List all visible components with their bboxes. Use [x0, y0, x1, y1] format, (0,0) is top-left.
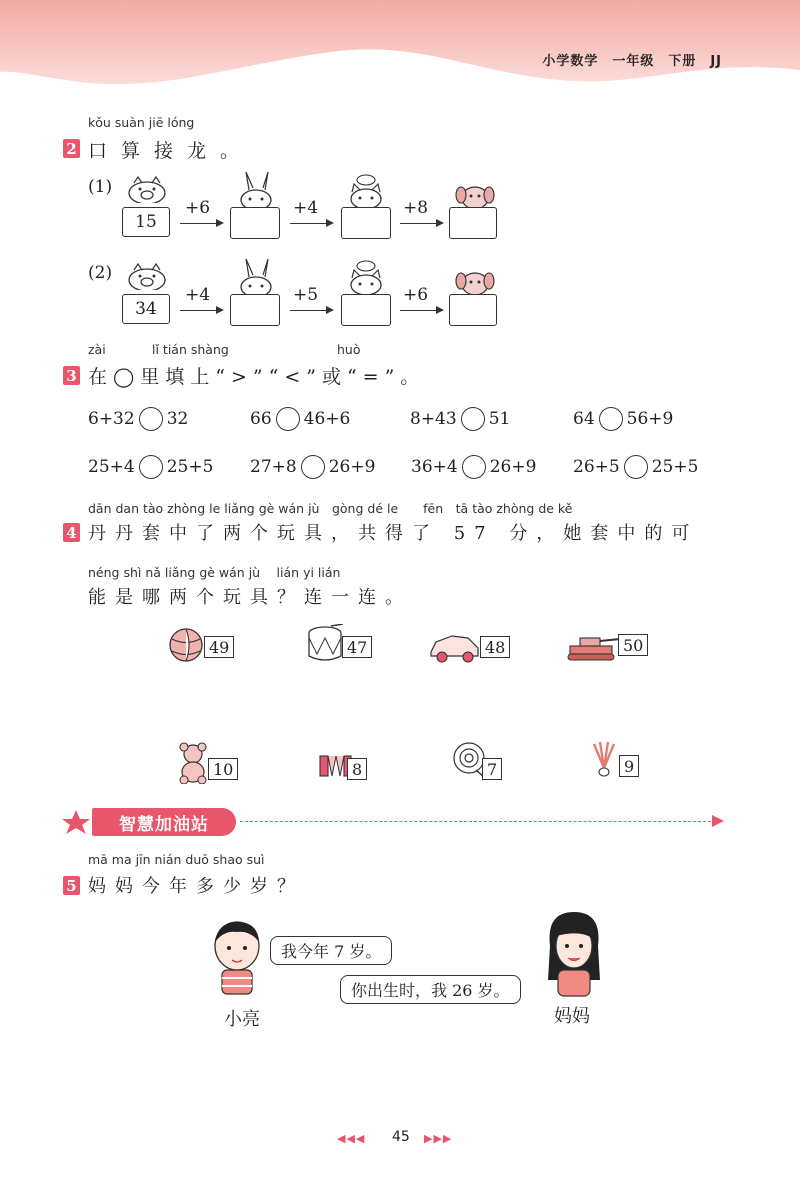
compare-circle[interactable] [139, 407, 163, 431]
toy-score-tag: 10 [208, 758, 238, 780]
arrow-icon [400, 310, 442, 311]
toy-score-tag: 9 [619, 755, 639, 777]
toy-score-tag: 48 [480, 636, 510, 658]
q4-pinyin-1: dān dan tào zhòng le liǎng gè wán jù gòng dé le fēn tā tào zhòng de kě [88, 501, 573, 516]
q3-pinyin-b: lǐ tián shàng [152, 342, 229, 357]
arrow-icon [290, 310, 332, 311]
arrow-icon [290, 223, 332, 224]
toy-score-tag: 47 [342, 636, 372, 658]
compare-circle[interactable] [139, 455, 163, 479]
mom-name: 妈妈 [554, 1006, 590, 1027]
q4-line-2: 能是哪两个玩具？连一连。 [88, 587, 412, 608]
toy-car-icon[interactable] [428, 630, 482, 664]
boy-speech-bubble: 我今年 7 岁。 [270, 936, 392, 965]
compare-item: 6+32 32 [88, 409, 189, 429]
boy-avatar [206, 916, 268, 1004]
toy-score-tag: 50 [618, 634, 648, 656]
q2-row1-start-box: 15 [122, 207, 170, 237]
ball-icon[interactable] [168, 626, 204, 664]
toy-score-tag: 7 [482, 758, 502, 780]
compare-circle[interactable] [624, 455, 648, 479]
rabbit-icon [234, 170, 278, 210]
q4-number: 4 [63, 523, 80, 542]
page-number: 45 [392, 1129, 410, 1145]
compare-circle[interactable] [276, 407, 300, 431]
rabbit-icon [234, 257, 278, 297]
compare-item: 36+4 26+9 [411, 457, 537, 477]
q4-pinyin-2: néng shì nǎ liǎng gè wán jù lián yi lián [88, 565, 341, 580]
cat-icon [344, 258, 388, 296]
mother-avatar [540, 906, 608, 1002]
shuttlecock-icon[interactable] [590, 740, 618, 780]
q2-row1-op1: +6 [185, 198, 211, 218]
q2-row1-answer-box-2[interactable] [341, 207, 391, 239]
page-right-arrows: ▶▶▶ [424, 1132, 453, 1145]
q2-row2-op1: +4 [185, 285, 211, 305]
arrow-icon [180, 223, 222, 224]
arrow-icon [180, 310, 222, 311]
q3-pinyin-a: zài [88, 342, 106, 357]
banner-dashed-line [240, 821, 716, 822]
arrow-right-icon [712, 814, 726, 828]
pig-icon [126, 258, 168, 290]
compare-item: 25+4 25+5 [88, 457, 214, 477]
compare-item: 64 56+9 [573, 409, 674, 429]
header-text: 小学数学 一年级 下册 JJ [542, 54, 722, 69]
pig-icon [126, 171, 168, 203]
q2-row2-answer-box-3[interactable] [449, 294, 497, 326]
compare-item: 66 46+6 [250, 409, 351, 429]
arrow-icon [400, 223, 442, 224]
banner-label: 智慧加油站 [92, 808, 236, 836]
compare-item: 26+5 25+5 [573, 457, 699, 477]
compare-circle[interactable] [462, 455, 486, 479]
cat-icon [344, 172, 388, 210]
q2-row1-answer-box-1[interactable] [230, 207, 280, 239]
boy-name: 小亮 [224, 1009, 260, 1030]
compare-circle[interactable] [301, 455, 325, 479]
compare-circle[interactable] [599, 407, 623, 431]
q5-number: 5 [63, 876, 80, 895]
q5-title: 妈妈今年多少岁？ [88, 876, 304, 897]
q2-row2-op3: +6 [403, 285, 429, 305]
q2-row2-label: (2) [88, 263, 113, 283]
q2-row1-op2: +4 [293, 198, 319, 218]
q2-pinyin: kǒu suàn jiē lóng [88, 115, 195, 130]
q2-row1-answer-box-3[interactable] [449, 207, 497, 239]
drum-icon[interactable] [305, 624, 345, 664]
compare-item: 27+8 26+9 [250, 457, 376, 477]
q2-row2-answer-box-2[interactable] [341, 294, 391, 326]
q2-row1-label: (1) [88, 177, 113, 197]
page-left-arrows: ◀◀◀ [337, 1132, 366, 1145]
toy-score-tag: 8 [347, 758, 367, 780]
q2-row1-op3: +8 [403, 198, 429, 218]
q2-row2-answer-box-1[interactable] [230, 294, 280, 326]
q2-row2-op2: +5 [293, 285, 319, 305]
compare-item: 8+43 51 [410, 409, 511, 429]
q3-number: 3 [63, 366, 80, 385]
compare-circle[interactable] [461, 407, 485, 431]
q4-line-1: 丹丹套中了两个玩具，共得了 57 分，她套中的可 [88, 523, 699, 544]
q2-title: 口算接龙。 [88, 140, 254, 162]
q2-row2-start-box: 34 [122, 294, 170, 324]
toy-score-tag: 49 [204, 636, 234, 658]
q5-pinyin: mā ma jīn nián duō shao suì [88, 852, 265, 867]
mom-speech-bubble: 你出生时，我 26 岁。 [340, 975, 521, 1004]
teddy-bear-icon[interactable] [176, 742, 210, 784]
q2-number: 2 [63, 139, 80, 158]
q3-pinyin-c: huò [337, 342, 361, 357]
tank-icon[interactable] [566, 630, 622, 662]
q3-title: 在◯里填上“>”“<”或“=”。 [88, 366, 426, 388]
